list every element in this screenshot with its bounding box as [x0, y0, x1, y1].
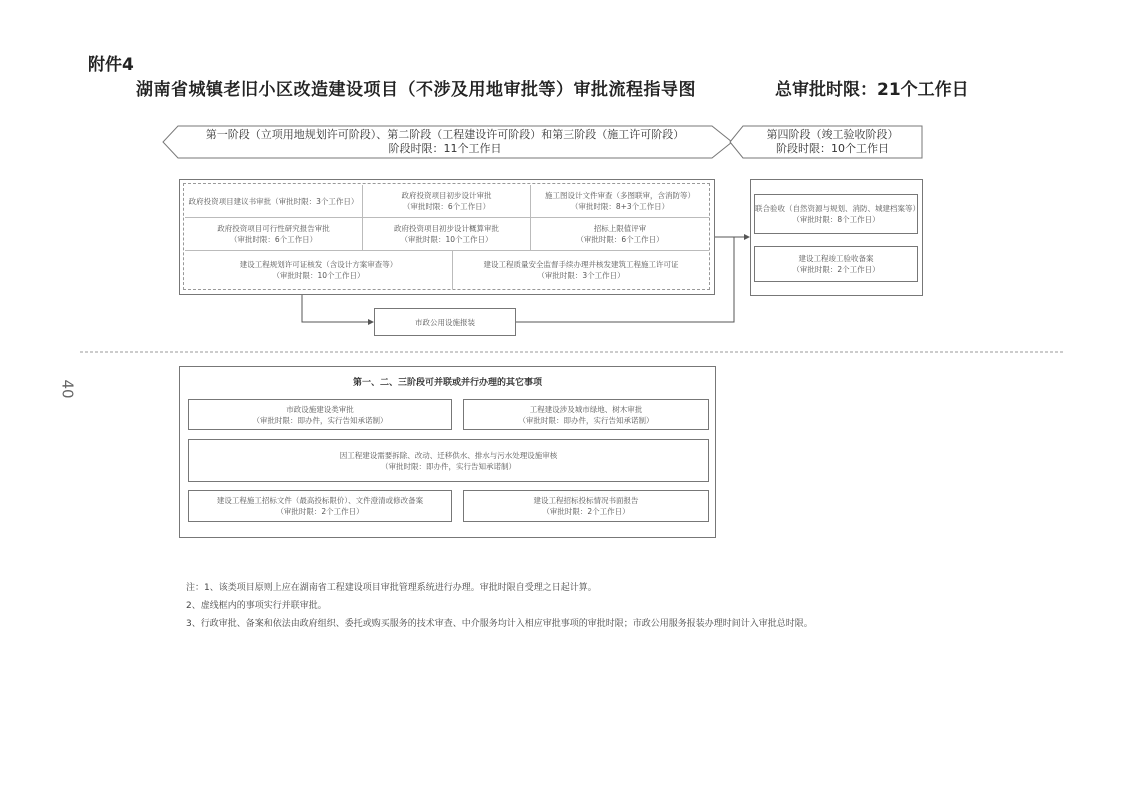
note-2: 2、虚线框内的事项实行并联审批。 [186, 601, 327, 611]
item-limit: （审批时限：即办件，实行告知承诺制） [252, 415, 388, 425]
item-limit: （审批时限：2个工作日） [542, 507, 630, 516]
stage-4-limit: 阶段时限：10个工作日 [776, 142, 889, 155]
item-name: 政府投资项目可行性研究报告审批 [217, 224, 330, 233]
item-preliminary-design [363, 185, 531, 218]
item-budget-estimate [363, 218, 531, 251]
total-time-limit: 总审批时限：21个工作日 [775, 80, 969, 100]
attachment-label: 附件4 [88, 55, 134, 75]
item-name: 建设工程竣工验收备案 [798, 254, 874, 263]
item-name: 政府投资项目初步设计审批 [401, 191, 492, 200]
item-name: 政府投资项目初步设计概算审批 [394, 224, 499, 233]
item-feasibility-study [185, 218, 363, 251]
note-1: 注：1、该类项目原则上应在湖南省工程建设项目审批管理系统进行办理。审批时限自受理之日起计算。 [186, 583, 597, 593]
item-name: 招标上限值评审 [593, 224, 647, 233]
item-limit: （审批时限：6个工作日） [229, 235, 318, 244]
note-3: 3、行政审批、备案和依法由政府组织、委托或购买服务的技术审查、中介服务均计入相应审批事项的审批时限；市政公用服务报装办理时间计入审批总时限。 [186, 619, 813, 629]
municipal-utility-label: 市政公用设施报装 [415, 317, 475, 327]
item-limit: （审批时限：6个工作日） [576, 235, 664, 244]
item-name: 因工程建设需要拆除、改动、迁移供水、排水与污水处理设施审核 [339, 450, 558, 460]
stage-1-3-limit: 阶段时限：11个工作日 [388, 142, 502, 155]
item-limit: （审批时限：即办件，实行告知承诺制） [381, 461, 516, 471]
item-name: 建设工程规划许可证核发（含设计方案审查等） [239, 260, 398, 269]
item-construction-drawing-review [531, 185, 709, 218]
item-name: 工程建设涉及城市绿地、树木审批 [529, 404, 643, 414]
item-limit: （审批时限：10个工作日） [272, 271, 365, 280]
parallel-item-green-trees [463, 399, 709, 430]
item-bid-ceiling-review [531, 218, 709, 251]
item-name: 联合验收（自然资源与规划、消防、城建档案等） [755, 204, 920, 213]
item-limit: （审批时限：8个工作日） [792, 215, 880, 224]
parallel-item-bid-documents [188, 490, 452, 522]
parallel-item-water-facilities [188, 439, 709, 482]
item-name: 政府投资项目建议书审批（审批时限：3个工作日） [188, 196, 359, 206]
page-number: 40 [58, 379, 77, 399]
item-planning-permit [185, 251, 453, 289]
item-limit: （审批时限：10个工作日） [400, 235, 493, 244]
item-limit: （审批时限：即办件，实行告知承诺制） [518, 415, 654, 425]
connector-main-to-utility [302, 294, 368, 322]
item-name: 建设工程招标投标情况书面报告 [533, 496, 639, 505]
item-limit: （审批时限：2个工作日） [276, 507, 364, 516]
item-limit: （审批时限：3个工作日） [537, 271, 625, 280]
page-title: 湖南省城镇老旧小区改造建设项目（不涉及用地审批等）审批流程指导图 [136, 80, 696, 100]
item-construction-permit [453, 251, 709, 289]
parallel-item-bid-report [463, 490, 709, 522]
stage-4-label: 第四阶段（竣工验收阶段） [766, 128, 899, 141]
item-name: 市政设施建设类审批 [286, 404, 354, 414]
item-limit: （审批时限：6个工作日） [402, 202, 491, 211]
stage-1-3-label: 第一阶段（立项用地规划许可阶段）、第二阶段（工程建设许可阶段）和第三阶段（施工许可阶段） [205, 128, 685, 141]
completion-filing-box [754, 246, 918, 282]
parallel-item-municipal [188, 399, 452, 430]
item-name: 建设工程质量安全监督手续办理并核发建筑工程施工许可证 [483, 260, 679, 269]
item-limit: （审批时限：2个工作日） [792, 265, 880, 274]
municipal-utility-box [374, 308, 516, 336]
item-name: 建设工程施工招标文件（最高投标限价）、文件澄清或修改备案 [216, 496, 424, 505]
parallel-items-title: 第一、二、三阶段可并联或并行办理的其它事项 [352, 378, 542, 388]
item-limit: （审批时限：8+3个工作日） [570, 202, 670, 211]
item-project-proposal [185, 185, 363, 218]
joint-acceptance-box [754, 194, 918, 234]
item-name: 施工图设计文件审查（多图联审，含消防等） [545, 191, 695, 200]
